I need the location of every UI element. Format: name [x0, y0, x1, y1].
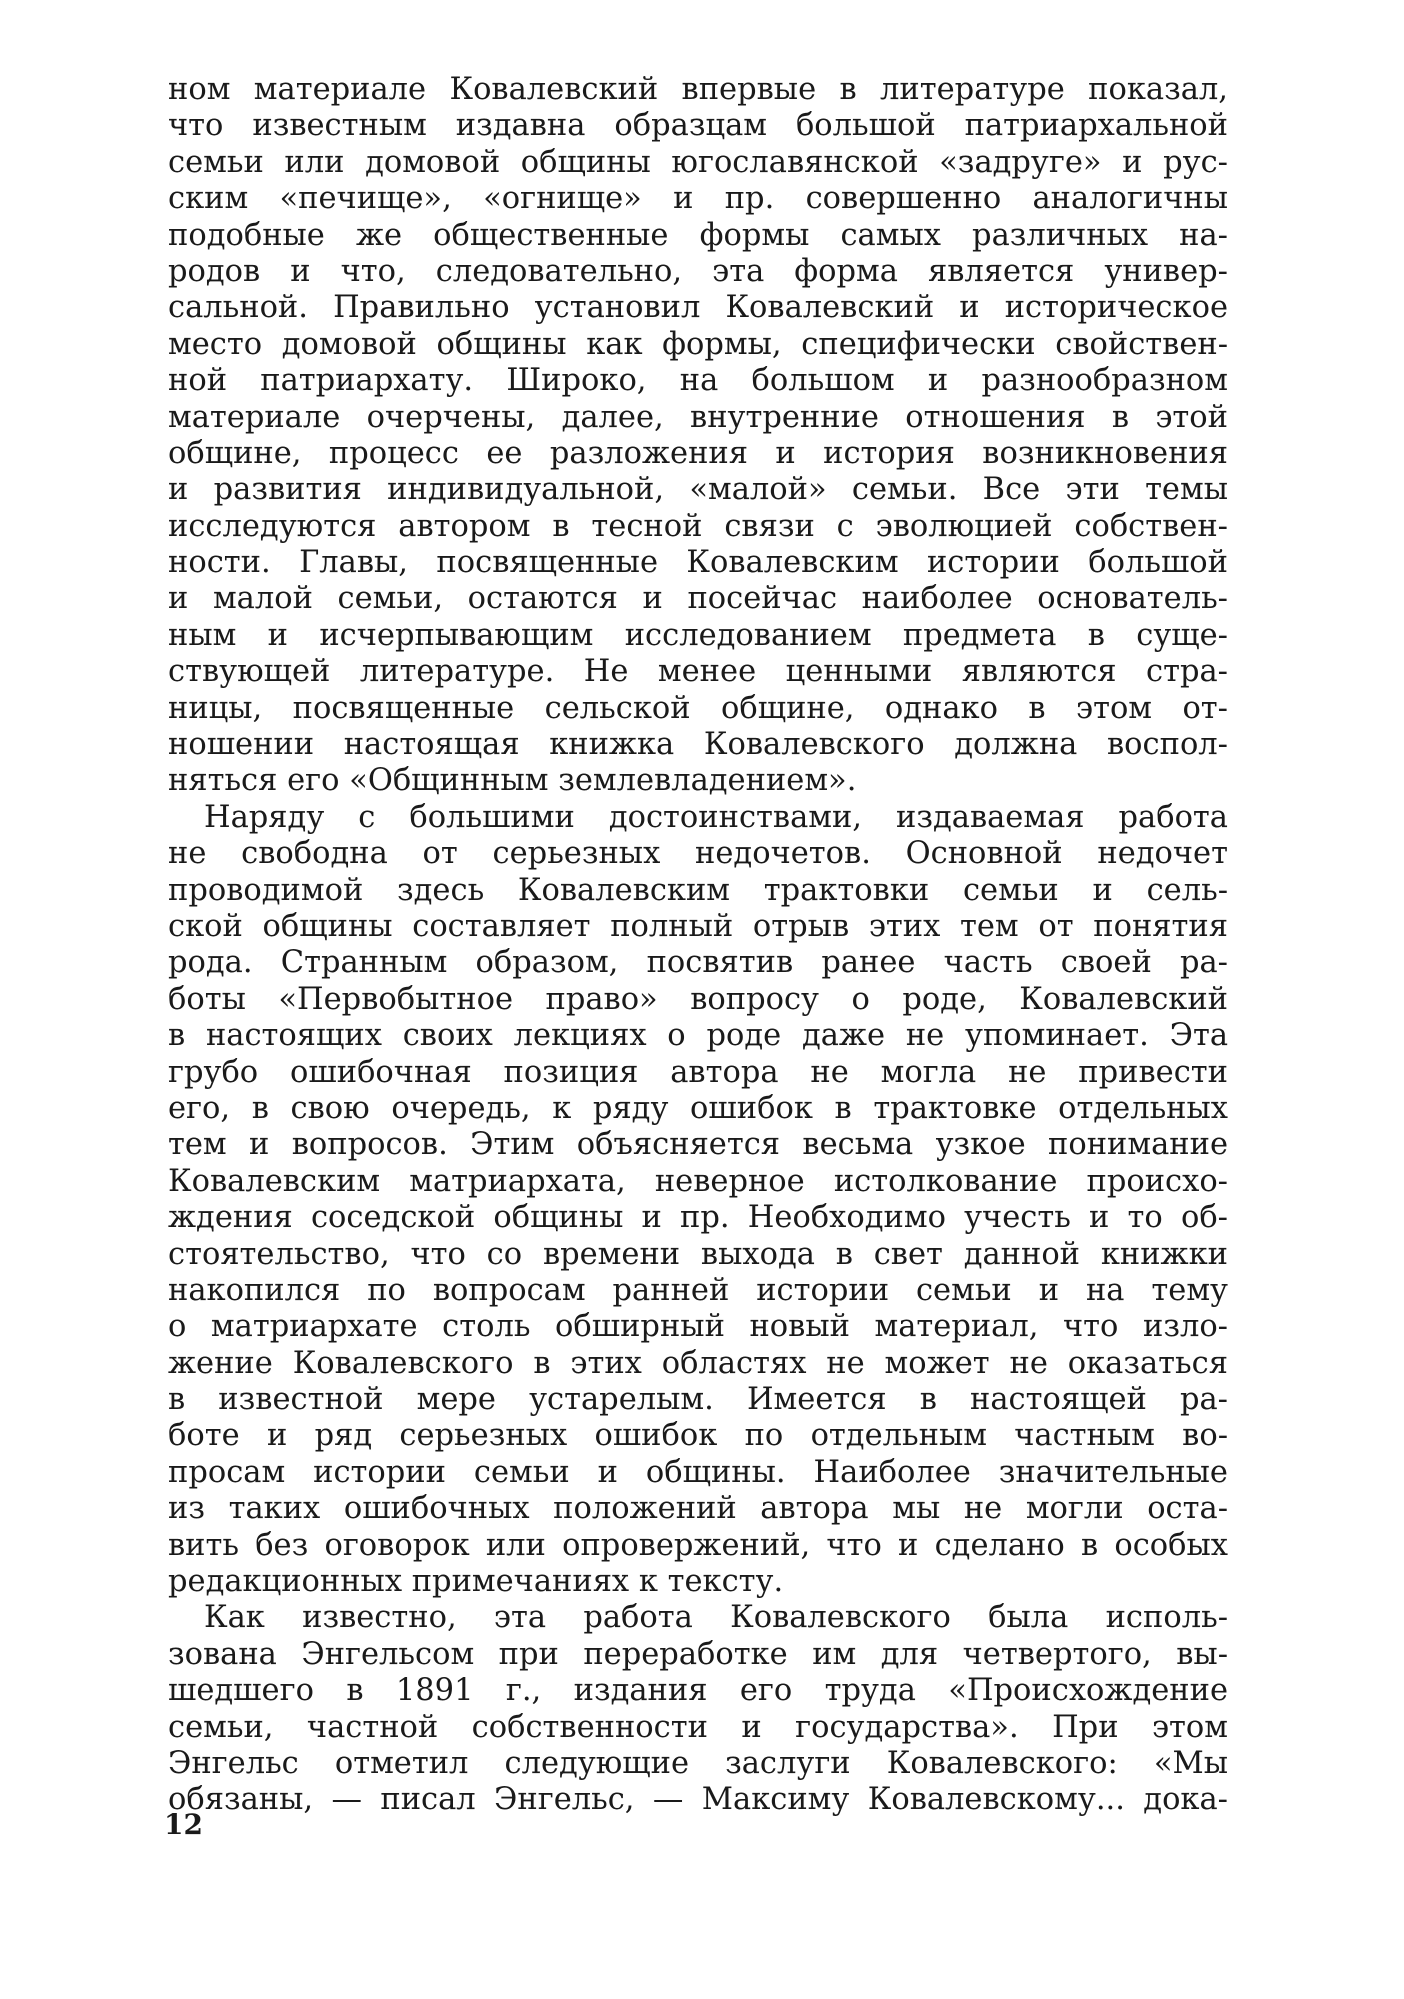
- text-line: жение Ковалевского в этих областях не может не оказаться: [168, 1345, 1228, 1381]
- text-line: редакционных примечаниях к тексту.: [168, 1564, 784, 1600]
- text-line: ской общины составляет полный отрыв этих тем от понятия: [168, 908, 1228, 944]
- text-line: боте и ряд серьезных ошибок по отдельным частным во-: [168, 1418, 1228, 1454]
- text-line: шедшего в 1891 г., издания его труда «Происхождение: [168, 1673, 1228, 1709]
- body-text: [168, 72, 1228, 1819]
- text-line: семьи, частной собственности и государства». При этом: [168, 1709, 1228, 1745]
- text-line: семьи или домовой общины югославянской «задруге» и рус-: [168, 144, 1228, 180]
- text-line: исследуются автором в тесной связи с эволюцией собствен-: [168, 508, 1228, 544]
- text-line: Наряду с большими достоинствами, издаваемая работа: [204, 799, 1228, 835]
- text-line: ствующей литературе. Не менее ценными являются стра-: [168, 654, 1228, 690]
- text-line: ным и исчерпывающим исследованием предмета в суще-: [168, 617, 1228, 653]
- text-line: проводимой здесь Ковалевским трактовки семьи и сель-: [168, 872, 1228, 908]
- text-line: ношении настоящая книжка Ковалевского должна воспол-: [168, 727, 1228, 763]
- text-line: обязаны, — писал Энгельс, — Максиму Ковалевскому... дока-: [168, 1782, 1228, 1818]
- text-line: стоятельство, что со времени выхода в свет данной книжки: [168, 1236, 1228, 1272]
- text-line: ждения соседской общины и пр. Необходимо учесть и то об-: [168, 1200, 1228, 1236]
- text-line: в известной мере устарелым. Имеется в настоящей ра-: [168, 1382, 1228, 1418]
- text-line: няться его «Общинным землевладением».: [168, 763, 857, 799]
- text-line: рода. Странным образом, посвятив ранее часть своей ра-: [168, 945, 1228, 981]
- text-line: ности. Главы, посвященные Ковалевским истории большой: [168, 545, 1228, 581]
- text-line: в настоящих своих лекциях о роде даже не упоминает. Эта: [168, 1018, 1228, 1054]
- text-line: место домовой общины как формы, специфически свойствен-: [168, 326, 1228, 362]
- text-line: зована Энгельсом при переработке им для четвертого, вы-: [168, 1636, 1228, 1672]
- text-line: сальной. Правильно установил Ковалевский и историческое: [168, 290, 1228, 326]
- text-line: накопился по вопросам ранней истории семьи и на тему: [168, 1272, 1228, 1308]
- text-line: о матриархате столь обширный новый материал, что изло-: [168, 1309, 1228, 1345]
- text-line: его, в свою очередь, к ряду ошибок в трактовке отдельных: [168, 1090, 1228, 1126]
- text-line: что известным издавна образцам большой патриархальной: [168, 108, 1228, 144]
- text-line: из таких ошибочных положений автора мы не могли оста-: [168, 1491, 1228, 1527]
- text-line: боты «Первобытное право» вопросу о роде, Ковалевский: [168, 981, 1228, 1017]
- text-line: ной патриархату. Широко, на большом и разнообразном: [168, 363, 1228, 399]
- text-line: Ковалевским матриархата, неверное истолкование происхо-: [168, 1163, 1228, 1199]
- text-line: Энгельс отметил следующие заслуги Ковалевского: «Мы: [168, 1745, 1228, 1781]
- text-line: общине, процесс ее разложения и история возникновения: [168, 435, 1228, 471]
- page-number: 12: [164, 1808, 203, 1841]
- text-line: Как известно, эта работа Ковалевского была исполь-: [204, 1600, 1228, 1636]
- text-line: ским «печище», «огнище» и пр. совершенно аналогичны: [168, 181, 1228, 217]
- text-line: материале очерчены, далее, внутренние отношения в этой: [168, 399, 1228, 435]
- text-line: не свободна от серьезных недочетов. Основной недочет: [168, 836, 1228, 872]
- text-line: и малой семьи, остаются и посейчас наиболее основатель-: [168, 581, 1228, 617]
- text-line: подобные же общественные формы самых различных на-: [168, 217, 1228, 253]
- text-line: ном материале Ковалевский впервые в литературе показал,: [168, 72, 1228, 107]
- text-line: и развития индивидуальной, «малой» семьи. Все эти темы: [168, 472, 1228, 508]
- text-line: грубо ошибочная позиция автора не могла не привести: [168, 1054, 1228, 1090]
- text-line: тем и вопросов. Этим объясняется весьма узкое понимание: [168, 1127, 1228, 1163]
- text-line: просам истории семьи и общины. Наиболее значительные: [168, 1454, 1228, 1490]
- text-line: ницы, посвященные сельской общине, однако в этом от-: [168, 690, 1228, 726]
- text-line: родов и что, следовательно, эта форма является универ-: [168, 253, 1228, 289]
- text-line: вить без оговорок или опровержений, что и сделано в особых: [168, 1527, 1228, 1563]
